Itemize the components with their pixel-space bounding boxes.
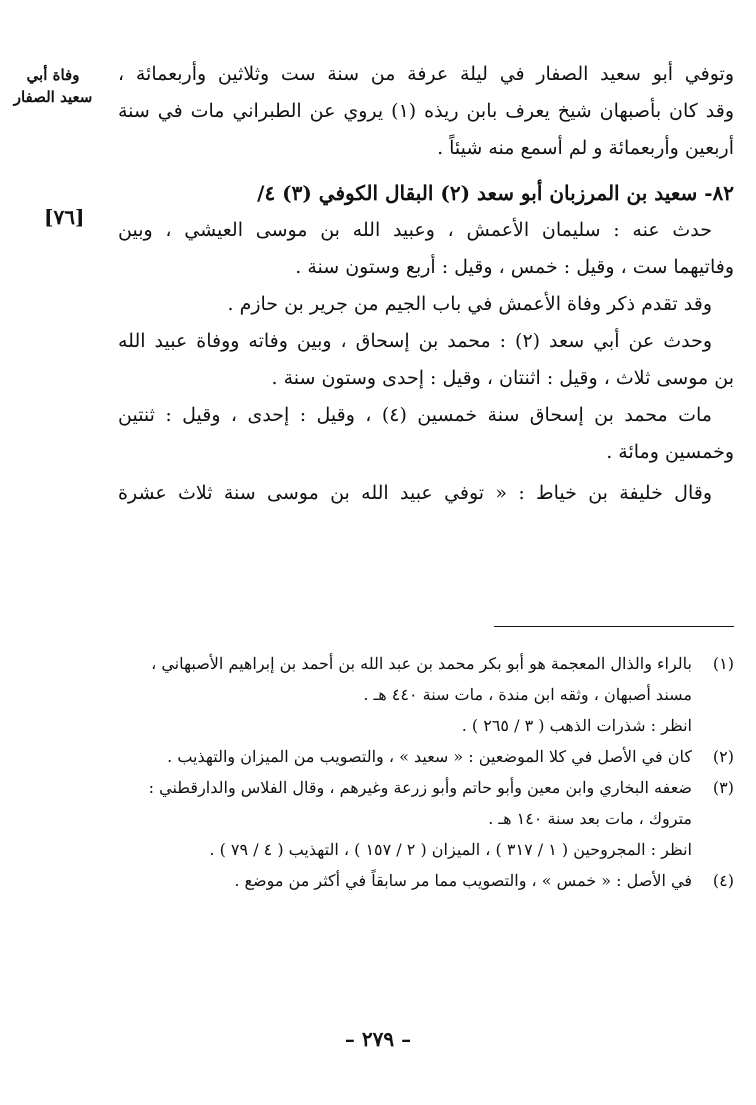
text-line: وقال خليفة بن خياط : « توفي عبيد الله بن موسى سنة ثلاث عشرة: [118, 482, 712, 504]
footnote-number: (٢): [712, 747, 734, 766]
margin-note-line-2: سعيد الصفار: [13, 88, 93, 106]
footnote-text: في الأصل : « خمس » ، والتصويب مما مر سابقاً في أكثر من موضع .: [234, 871, 692, 890]
footnote-number: (١): [712, 654, 734, 673]
footnote-text: مسند أصبهان ، وثقه ابن مندة ، مات سنة ٤٤٠ هـ .: [363, 685, 692, 704]
footnote-text: ضعفه البخاري وابن معين وأبو حاتم وأبو زرعة وغيرهم ، وقال الفلاس والدارقطني :: [148, 778, 692, 797]
footnotes: [18, 648, 734, 896]
footnote-number: (٤): [712, 871, 734, 890]
footnote-text: بالراء والذال المعجمة هو أبو بكر محمد بن عبد الله بن أحمد بن إبراهيم الأصبهاني ،: [151, 654, 692, 673]
text-line: وحدث عن أبي سعد (٢) : محمد بن إسحاق ، وبين وفاته ووفاة عبيد الله: [118, 330, 712, 352]
footnote-2: [18, 741, 734, 772]
text-line: مات محمد بن إسحاق سنة خمسين (٤) ، وقيل : إحدى ، وقيل : ثنتين: [118, 404, 712, 426]
footnote-text: كان في الأصل في كلا الموضعين : « سعيد » ، والتصويب من الميزان والتهذيب .: [167, 747, 692, 766]
footnote-text: انظر : شذرات الذهب ( ٣ / ٢٦٥ ) .: [461, 716, 692, 735]
margin-note: [8, 64, 98, 108]
text-line: وخمسين ومائة .: [606, 441, 734, 463]
footnote-separator: [494, 626, 734, 627]
text-line: وفاتيهما ست ، وقيل : خمس ، وقيل : أربع وستون سنة .: [295, 256, 734, 278]
footnote-number: (٣): [712, 778, 734, 797]
text-line: أربعين وأربعمائة و لم أسمع منه شيئاً .: [437, 137, 734, 159]
footnote-4: [18, 865, 734, 896]
text-line: وقد تقدم ذكر وفاة الأعمش في باب الجيم من جرير بن حازم .: [227, 293, 712, 315]
text-line: وقد كان بأصبهان شيخ يعرف بابن ريذه (١) يروي عن الطبراني مات في سنة: [118, 100, 734, 122]
text-line: بن موسى ثلاث ، وقيل : اثنتان ، وقيل : إحدى وستون سنة .: [271, 367, 734, 389]
footnote-text: متروك ، مات بعد سنة ١٤٠ هـ .: [488, 809, 692, 828]
text-line: حدث عنه : سليمان الأعمش ، وعبيد الله بن موسى العيشي ، وبين: [118, 219, 712, 241]
main-text: [118, 56, 734, 512]
entry-heading: ٨٢- سعيد بن المرزبان أبو سعد (٢) البقال الكوفي (٣) ٤/: [257, 181, 734, 205]
reference-number: [٧٦]: [44, 205, 85, 229]
text-line: وتوفي أبو سعيد الصفار في ليلة عرفة من سنة ست وثلاثين وأربعمائة ،: [118, 63, 734, 85]
margin-note-line-1: وفاة أبي: [26, 66, 80, 84]
footnote-3: [18, 772, 734, 803]
page-number: – ٢٧٩ –: [344, 1027, 412, 1051]
footnote-text: انظر : المجروحين ( ١ / ٣١٧ ) ، الميزان ( ٢ / ١٥٧ ) ، التهذيب ( ٤ / ٧٩ ) .: [209, 840, 692, 859]
footnote-1: [18, 648, 734, 679]
